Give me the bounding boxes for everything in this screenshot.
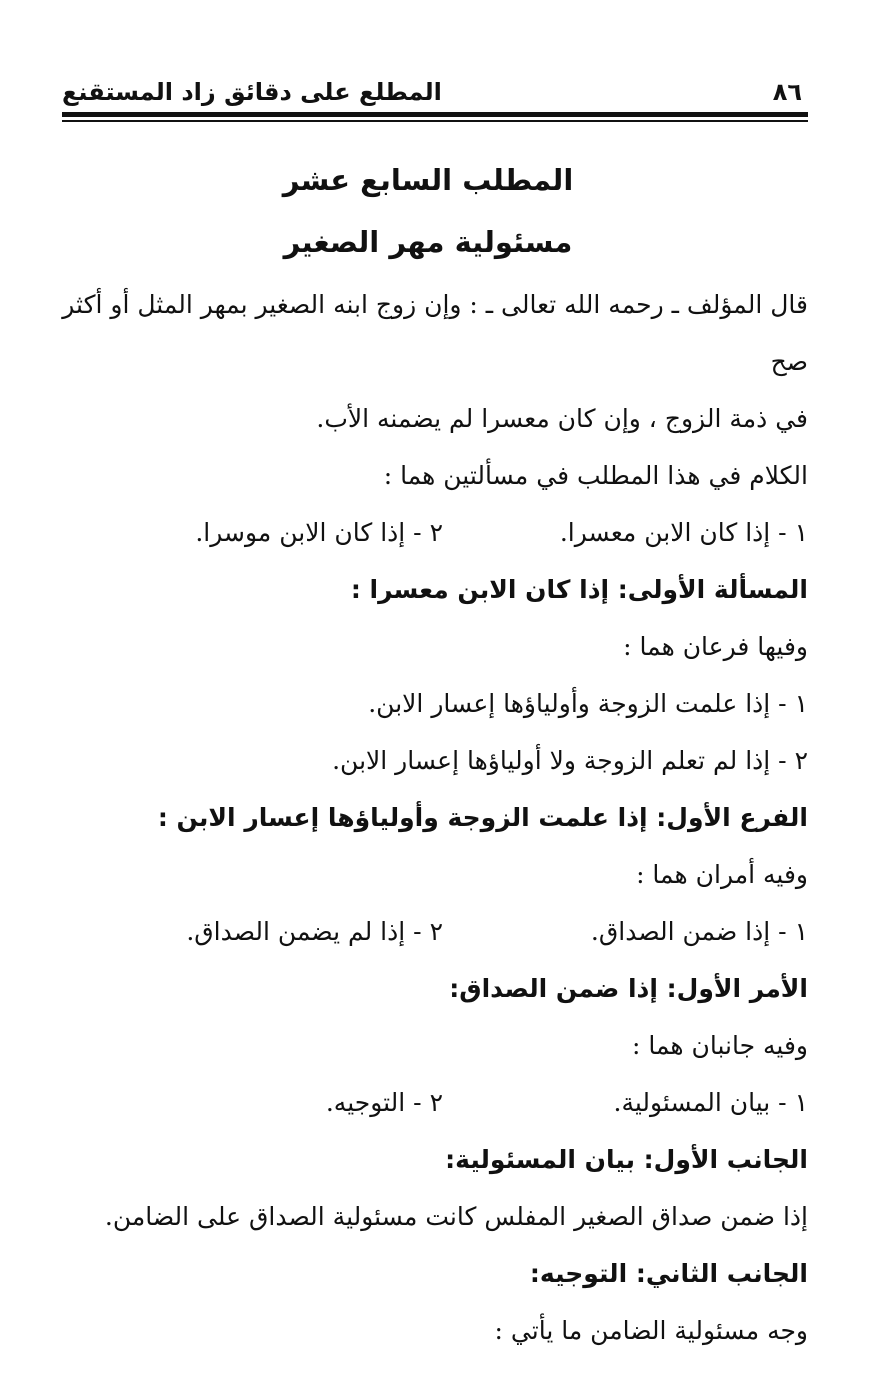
branch1-heading: الفرع الأول: إذا علمت الزوجة وأولياؤها إعسار الابن : xyxy=(157,803,808,832)
aspects-intro: وفيه جانبان هما : xyxy=(631,1031,808,1060)
list-item: ٢ - التوجيه. xyxy=(325,1088,443,1117)
page-body xyxy=(62,150,808,1359)
aspect2-heading: الجانب الثاني: التوجيه: xyxy=(529,1259,808,1288)
page-number: ٨٦ xyxy=(772,78,802,106)
aspect1-heading: الجانب الأول: بيان المسئولية: xyxy=(445,1145,808,1174)
issue1-heading: المسألة الأولى: إذا كان الابن معسرا : xyxy=(350,575,808,604)
aspects-list xyxy=(62,1074,808,1131)
quote-line-1: قال المؤلف ـ رحمه الله تعالى ـ : وإن زوج ابنه الصغير بمهر المثل أو أكثر صح xyxy=(62,290,808,376)
section-title: المطلب السابع عشر xyxy=(282,163,574,197)
matters-list xyxy=(62,903,808,960)
intro-text: الكلام في هذا المطلب في مسألتين هما : xyxy=(383,461,808,490)
page-header xyxy=(62,78,802,108)
issues-list xyxy=(62,504,808,561)
list-item: ٢ - إذا كان الابن موسرا. xyxy=(195,518,443,547)
aspect2-text: وجه مسئولية الضامن ما يأتي : xyxy=(494,1316,808,1345)
list-item: ١ - إذا ضمن الصداق. xyxy=(590,917,808,946)
header-rule-thick xyxy=(62,112,808,117)
header-rule-thin xyxy=(62,120,808,122)
list-item: ٢ - إذا لم يضمن الصداق. xyxy=(186,917,443,946)
quote-line-2: في ذمة الزوج ، وإن كان معسرا لم يضمنه الأب. xyxy=(316,404,808,433)
matters-intro: وفيه أمران هما : xyxy=(636,860,808,889)
list-item: ١ - إذا كان الابن معسرا. xyxy=(559,518,808,547)
branch-2: ٢ - إذا لم تعلم الزوجة ولا أولياؤها إعسار الابن. xyxy=(332,746,808,775)
running-title: المطلع على دقائق زاد المستقنع xyxy=(62,78,442,106)
branches-intro: وفيها فرعان هما : xyxy=(623,632,808,661)
subject-title: مسئولية مهر الصغير xyxy=(283,225,573,259)
matter1-heading: الأمر الأول: إذا ضمن الصداق: xyxy=(449,974,808,1003)
aspect1-text: إذا ضمن صداق الصغير المفلس كانت مسئولية الصداق على الضامن. xyxy=(104,1202,808,1231)
list-item: ١ - بيان المسئولية. xyxy=(613,1088,808,1117)
branch-1: ١ - إذا علمت الزوجة وأولياؤها إعسار الابن. xyxy=(368,689,808,718)
